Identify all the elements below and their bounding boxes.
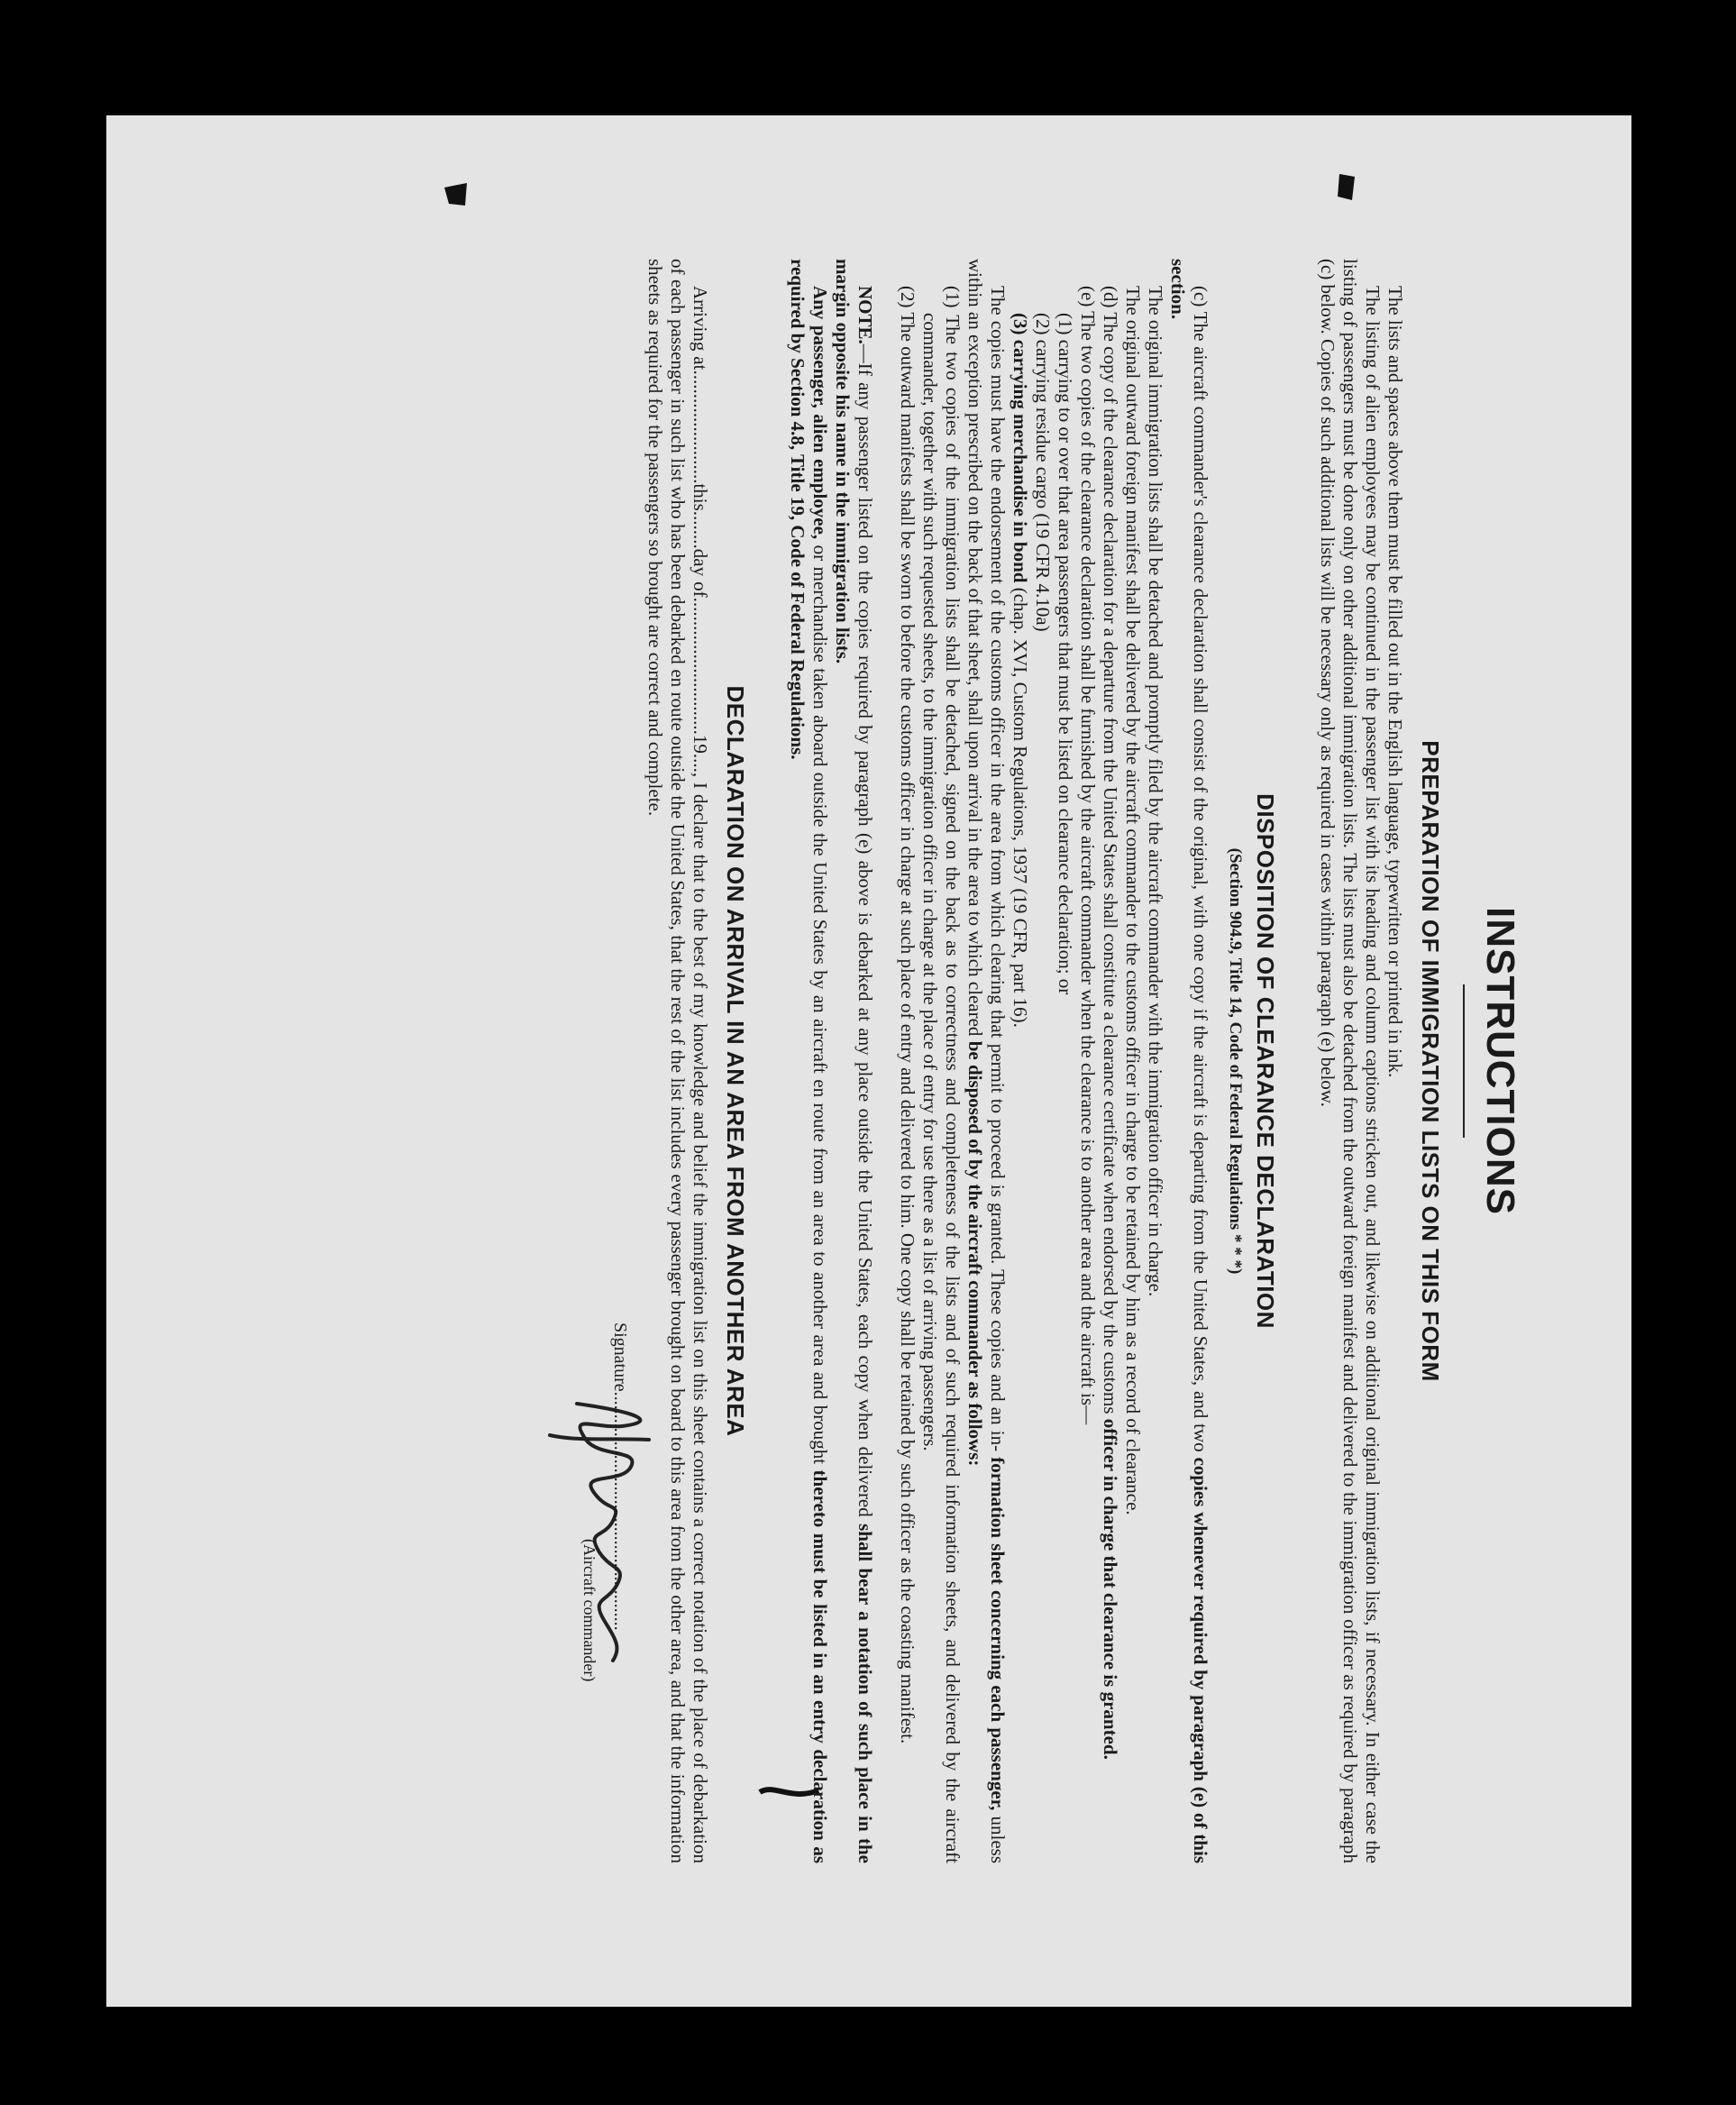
paragraph-c-2: The original immigration lists shall be detached and promptly filed by the aircraft commander with the immigration officer in charge. [1145,286,1166,1297]
declaration-heading: DECLARATION ON ARRIVAL IN AN AREA FROM ANOTHER AREA [722,685,749,1437]
paragraph-e-1: (1) carrying to or over that area passengers that must be listed on clearance declaration; or [1055,313,1076,995]
page-title: INSTRUCTIONS [1478,907,1522,1215]
paragraph-copies-2: (2) The outward manifests shall be sworn to before the customs officer in charge at such place of entry and delivered to him. One copy shall be retained by such officer as the coasting manifest. [897,286,918,1744]
disposition-heading: DISPOSITION OF CLEARANCE DECLARATION [1252,793,1279,1329]
paragraph-d: (d) The copy of the clearance declaration for a departure from the United States shall constitute a clearance certificate when endorsed by the customs officer in charge that clearance is granted. [1100,286,1121,1760]
signature-line: Signature..................................................... [610,1322,630,1631]
preparation-paragraph-2: The listing of alien employees may be continued in the passenger list with its heading and column captions stricken out, and likewise on additional original immigration lists, if necessary. In either case the listing of passengers must be done only on other additional immigration lists. The lists must also be detached from the outward foreign manifest and delivered to the immigration officer as required by paragraph (c) below. Copies of such additional lists will be necessary only as required in cases within paragraph (e) below. [1317,259,1384,1863]
paragraph-copies-1: (1) The two copies of the immigration lists shall be detached, signed on the back as to correctness and completeness of the lists and of such required information sheets, and delivered by the aircraft commander, together with such requested sheets, to the immigration officer in charge at the place of entry for use there as a list of arriving passengers. [919,286,964,1863]
paragraph-copies: The copies must have the endorsement of the customs officer in the area from which clearing that permit to proceed is granted. These copies and an in- formation sheet concerning each passenger, unless within an exception prescribed on the back of that sheet, shall upon arrival in the area to which cleared be disposed of by the aircraft commander as follows: [964,259,1009,1864]
document-page [106,115,1631,2007]
declaration-text: Arriving at........................this........day of.............................19...., I declare that to the best of my knowledge and belief the immigration list on this sheet contains a correct notation of the place of debarkation of each passenger in such list who has been debarked en route outside the United States, that the rest of the list includes every passenger brought on board to this area from the other area, and that the information sheets as required for the passengers so brought are correct and complete. [644,259,711,1863]
instructions-content [175,151,1563,1972]
signature-block [487,259,631,1863]
paragraph-e-2: (2) carrying residue cargo (19 CFR 4.10a) [1032,313,1054,632]
paragraph-c: (c) The aircraft commander's clearance declaration shall consist of the original, with one copy if the aircraft is departing from the United States, and two copies whenever required by paragraph (e) of this section. [1167,259,1211,1863]
signature-caption: (Aircraft commander) [580,1539,598,1682]
paragraph-c-3: The original outward foreign manifest shall be delivered by the aircraft commander to the customs officer in charge to be retained by him as a record of clearance. [1122,286,1144,1515]
disposition-subheading: (Section 904.9, Title 14, Code of Federal Regulations * * *) [1226,847,1245,1275]
paragraph-e-3: (3) carrying merchandise in bond (chap. XVI, Custom Regulations, 1937 (19 CFR, part 16). [1010,313,1031,1028]
any-passenger-paragraph: Any passenger, alien employee, or merchandise taken aboard outside the United States by an aircraft en route from an area to another area and brought thereto must be listed in an entry declaration as required by Section 4.8, Title 19, Code of Federal Regulations. [787,259,831,1863]
preparation-paragraph-1: The lists and spaces above them must be filled out in the English language, typewritten or printed in ink. [1384,286,1406,1078]
note-paragraph: NOTE.—If any passenger listed on the copies required by paragraph (e) above is debarked at any place outside the United States, each copy when delivered shall bear a notation of such place in the margin opposite his name in the immigration lists. [832,259,876,1863]
title-rule [1463,984,1465,1138]
paragraph-e: (e) The two copies of the clearance declaration shall be furnished by the aircraft commander when the clearance is to another area and the aircraft is— [1077,286,1099,1425]
preparation-heading: PREPARATION OF IMMIGRATION LISTS ON THIS FORM [1417,740,1444,1382]
